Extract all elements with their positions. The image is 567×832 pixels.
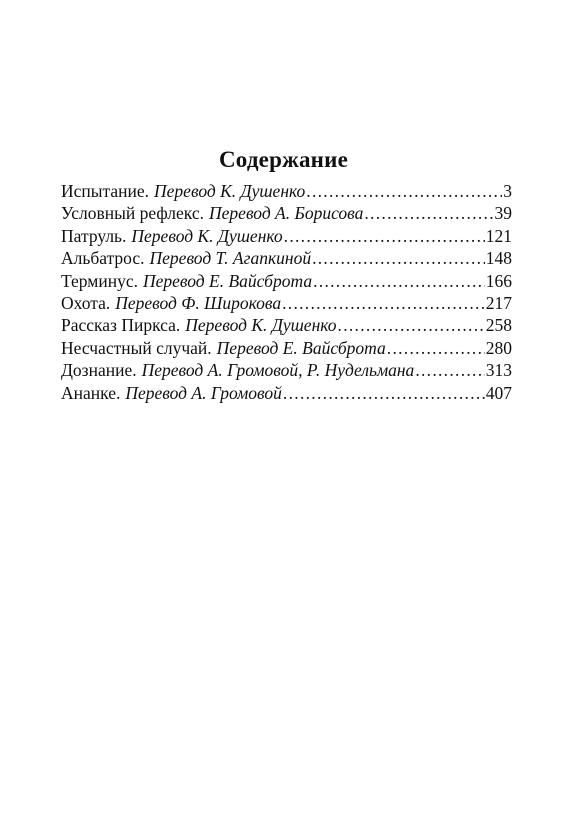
entry-title: Охота. [61,292,111,313]
entry-page-number: 258 [485,315,512,336]
entry-translator: Перевод Е. Вайсброта [216,337,386,358]
entry-title: Ананке. [61,382,121,403]
entry-title: Рассказ Пиркса. [61,315,181,336]
entry-translator: Перевод А. Громовой [125,382,282,403]
toc-entry [61,180,512,202]
entry-page-number: 313 [485,360,512,381]
entry-title: Терминус. [61,270,138,291]
entry-title: Патруль. [61,225,127,246]
entry-title: Условный рефлекс. [61,203,205,224]
entry-title: Дознание. [61,360,137,381]
entry-page-number: 148 [485,248,512,269]
table-of-contents [61,180,512,404]
toc-entry [61,202,512,224]
entry-page-number: 3 [503,181,512,201]
entry-translator: Перевод Т. Агапкиной [149,248,312,269]
dot-leader [415,359,484,381]
entry-translator: Перевод А. Громовой, Р. Нудельмана [141,360,415,381]
toc-entry [61,359,512,381]
entry-page-number: 121 [485,225,512,246]
entry-translator: Перевод К. Душенко [154,181,306,201]
entry-translator: Перевод А. Борисова [209,203,364,224]
dot-leader [282,292,485,314]
toc-entry [61,382,512,404]
dot-leader [283,382,485,404]
entry-page-number: 166 [485,270,512,291]
entry-translator: Перевод Е. Вайсброта [142,270,313,291]
toc-entry [61,225,512,247]
entry-page-number: 280 [485,337,512,358]
entry-translator: Перевод Ф. Широкова [115,292,282,313]
dot-leader [313,270,485,292]
entry-title: Альбатрос. [61,248,145,269]
dot-leader [338,314,485,336]
entry-title: Испытание. [61,181,150,201]
dot-leader [312,247,485,269]
toc-entry [61,292,512,314]
entry-translator: Перевод К. Душенко [185,315,337,336]
entry-page-number: 217 [485,292,512,313]
page-title: Содержание [219,147,348,173]
dot-leader [364,202,493,224]
toc-entry [61,337,512,359]
toc-entry [61,270,512,292]
dot-leader [306,180,502,202]
entry-title: Несчастный случай. [61,337,212,358]
toc-entry [61,247,512,269]
entry-page-number: 407 [485,382,512,403]
dot-leader [284,225,485,247]
entry-page-number: 39 [494,203,512,224]
toc-entry [61,314,512,336]
entry-translator: Перевод К. Душенко [131,225,283,246]
dot-leader [387,337,485,359]
